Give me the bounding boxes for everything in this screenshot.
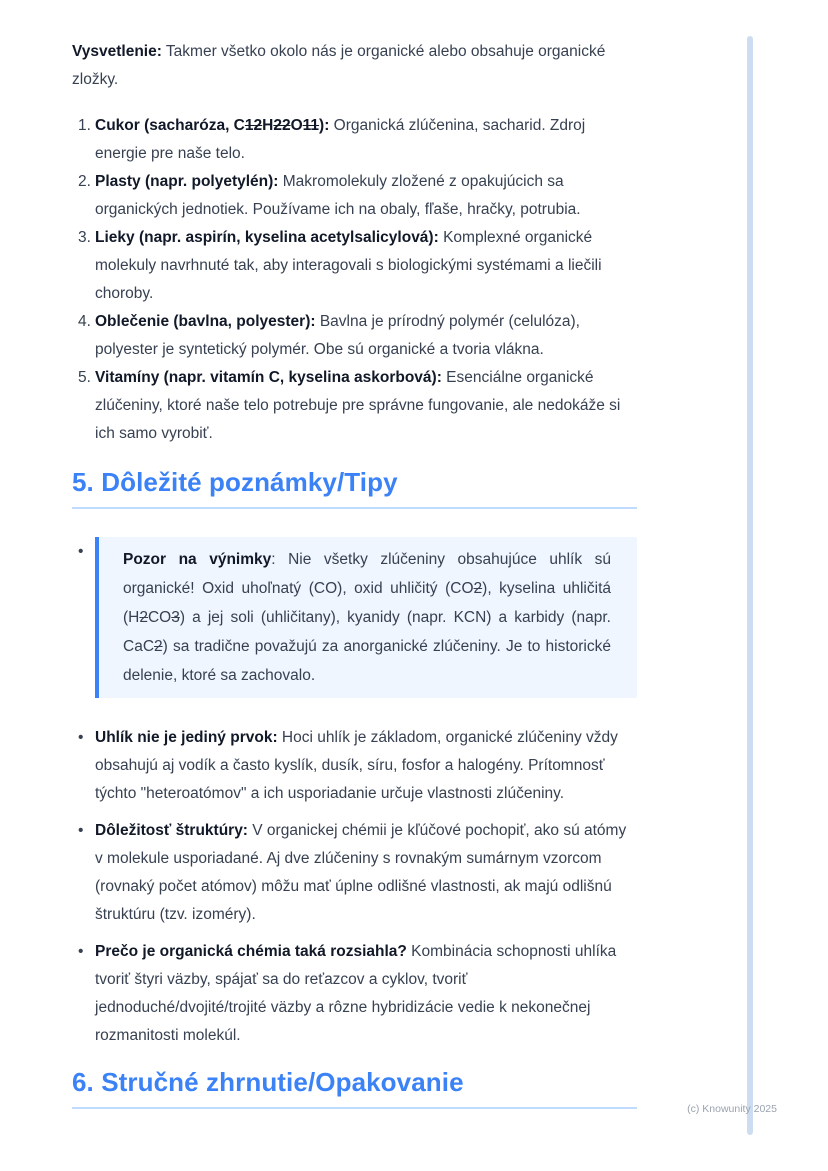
bullet-marker: •	[78, 822, 84, 839]
bullet-item-text: Prečo je organická chémia taká rozsiahla? Kombinácia schopnosti uhlíka tvoriť štyri väzby, spájať sa do reťazcov a cyklov, tvoriť jednoduché/dvojité/trojité väzby a rôzne hybridizácie vedie k nekonečnej rozmanitosti molekúl.	[95, 943, 617, 1044]
numbered-list-item	[72, 364, 637, 448]
list-item-text: Cukor (sacharóza, C12H22O11): Organická zlúčenina, sacharid. Zdroj energie pre naše telo.	[95, 117, 586, 162]
intro-paragraph: Vysvetlenie: Takmer všetko okolo nás je organické alebo obsahuje organické zložky.	[72, 43, 606, 88]
callout-box	[95, 537, 637, 698]
bullet-list-item	[72, 817, 637, 929]
bullet-list-item	[72, 938, 637, 1050]
list-number: 5.	[78, 369, 91, 386]
callout-list-item	[72, 537, 637, 698]
list-number: 4.	[78, 313, 91, 330]
list-number: 1.	[78, 117, 91, 134]
list-item-text: Vitamíny (napr. vitamín C, kyselina askorbová): Esenciálne organické zlúčeniny, ktoré naše telo potrebuje pre správne fungovanie, ale nedokáže si ich samo vyrobiť.	[95, 369, 621, 442]
bullet-item-text: Uhlík nie je jediný prvok: Hoci uhlík je základom, organické zlúčeniny vždy obsahujú aj vodík a často kyslík, dusík, síru, fosfor a halogény. Prítomnosť týchto "heteroatómov" a ich usporiadanie určuje vlastnosti zlúčeniny.	[95, 729, 618, 802]
list-number: 2.	[78, 173, 91, 190]
list-item-text: Oblečenie (bavlna, polyester): Bavlna je prírodný polymér (celulóza), polyester je syntetický polymér. Obe sú organické a tvoria vlákna.	[95, 313, 580, 358]
section-heading-summary: 6. Stručné zhrnutie/Opakovanie	[72, 1067, 464, 1097]
section-divider	[72, 1107, 637, 1109]
bullet-list-item	[72, 724, 637, 808]
bullet-marker: •	[78, 729, 84, 746]
copyright-text: (c) Knowunity 2025	[687, 1103, 777, 1115]
numbered-list-item	[72, 308, 637, 364]
list-item-text: Plasty (napr. polyetylén): Makromolekuly zložené z opakujúcich sa organických jednotiek. Používame ich na obaly, fľaše, hračky, potrubia.	[95, 173, 581, 218]
bullet-list	[72, 724, 637, 1050]
numbered-list-item	[72, 168, 637, 224]
callout-bullet: •	[78, 543, 84, 560]
numbered-list-item	[72, 224, 637, 308]
document-content	[72, 38, 637, 1109]
scrollbar-thumb[interactable]	[747, 36, 753, 1135]
section-heading-notes: 5. Dôležité poznámky/Tipy	[72, 467, 398, 497]
list-number: 3.	[78, 229, 91, 246]
bullet-item-text: Dôležitosť štruktúry: V organickej chémii je kľúčové pochopiť, ako sú atómy v molekule usporiadané. Aj dve zlúčeniny s rovnakým sumárnym vzorcom (rovnaký počet atómov) môžu mať úplne odlišné vlastnosti, ak majú odlišnú štruktúru (tzv. izoméry).	[95, 822, 627, 923]
list-item-text: Lieky (napr. aspirín, kyselina acetylsalicylová): Komplexné organické molekuly navrhnuté tak, aby interagovali s biologickými systémami a liečili choroby.	[95, 229, 602, 302]
numbered-list-item	[72, 112, 637, 168]
callout-text: Pozor na výnimky: Nie všetky zlúčeniny obsahujúce uhlík sú organické! Oxid uhoľnatý (CO), oxid uhličitý (CO2), kyselina uhličitá (H2CO3) a jej soli (uhličitany), kyanidy (napr. KCN) a karbidy (napr. CaC2) sa tradične považujú za anorganické zlúčeniny. Je to historické delenie, ktoré sa zachovalo.	[123, 551, 611, 684]
bullet-marker: •	[78, 943, 84, 960]
numbered-list	[72, 112, 637, 448]
section-divider	[72, 507, 637, 509]
